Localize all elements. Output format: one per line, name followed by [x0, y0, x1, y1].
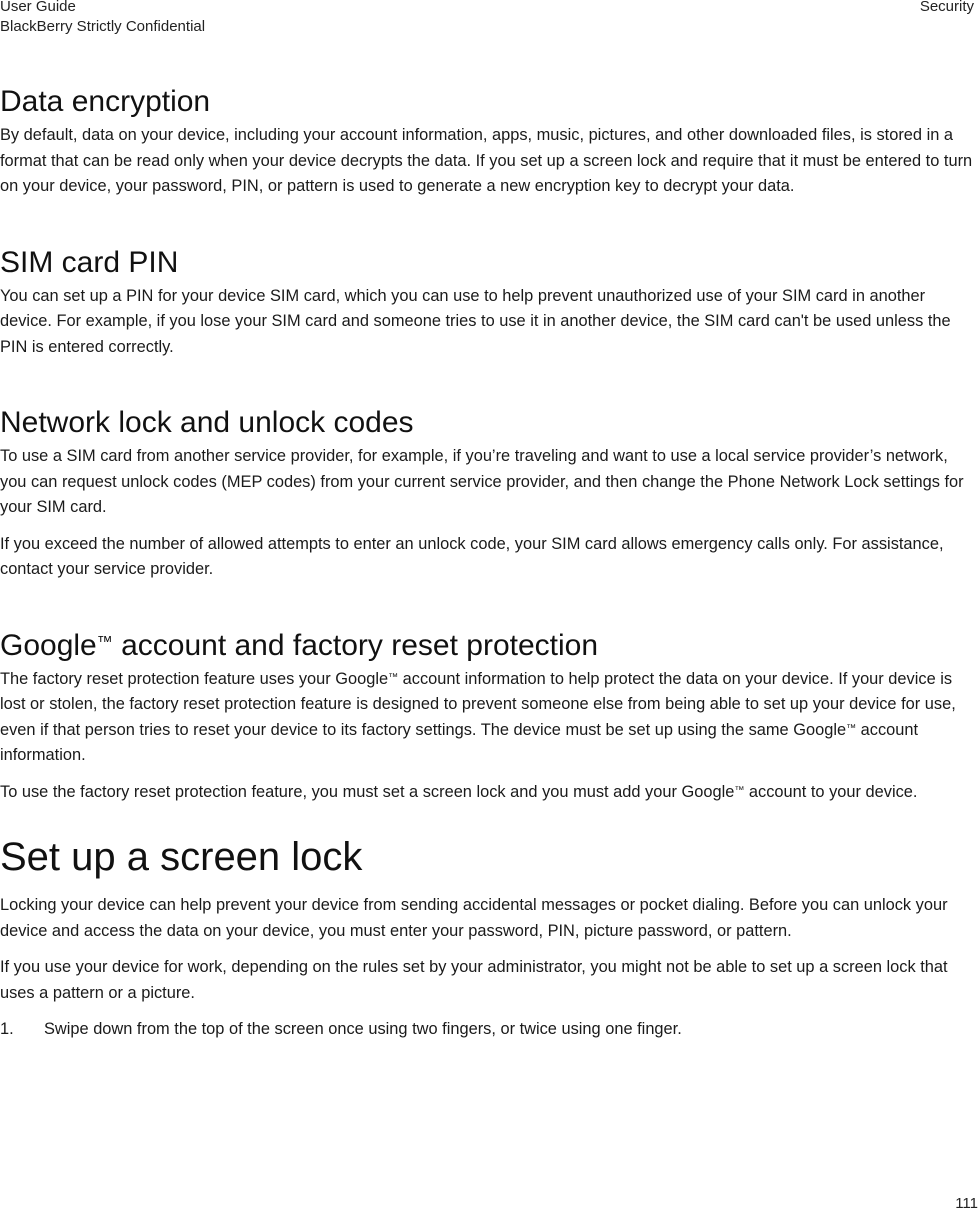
step-number: 1.: [0, 1020, 14, 1038]
heading-screen-lock: Set up a screen lock: [0, 835, 363, 879]
page-number: 111: [955, 1195, 978, 1212]
paragraph: To use a SIM card from another service provider, for example, if you’re traveling and want to use a local service provider’s network, you can request unlock codes (MEP codes) from your current service provider, and then change the Phone Network Lock settings for your SIM card.: [0, 447, 964, 516]
section-network-lock: [0, 405, 974, 583]
heading-google-frp: [0, 628, 974, 664]
header-confidential: BlackBerry Strictly Confidential: [0, 18, 206, 35]
paragraph: [0, 780, 974, 806]
list-item: [0, 1017, 974, 1043]
header-doc-title: User Guide: [0, 0, 76, 15]
heading-network-lock: Network lock and unlock codes: [0, 406, 414, 439]
paragraph: If you exceed the number of allowed attempts to enter an unlock code, your SIM card allows emergency calls only. For assistance, contact your service provider.: [0, 534, 944, 578]
heading-text: Google: [0, 628, 97, 662]
section-sim-pin: [0, 245, 974, 361]
section-google-frp: [0, 628, 974, 806]
paragraph: If you use your device for work, depending on the rules set by your administrator, you might not be able to set up a screen lock that uses a pattern or a picture.: [0, 958, 948, 1002]
paragraph: Locking your device can help prevent your device from sending accidental messages or pocket dialing. Before you can unlock your device and access the data on your device, you must enter your password, PIN, picture password, or pattern.: [0, 896, 948, 940]
heading-sim-card-pin: SIM card PIN: [0, 245, 179, 279]
step-text: Swipe down from the top of the screen once using two fingers, or twice using one finger.: [44, 1020, 682, 1038]
text-run: account information to help protect the data on your device. If your device is lost or stolen, the factory reset protection feature is designed to prevent someone else from being able to set up your device for use, even if that person tries to reset your device to its factory settings. The device must be set up using the same Google: [0, 669, 956, 739]
trademark-mark: ™: [96, 633, 113, 651]
section-data-encryption: [0, 84, 974, 200]
paragraph: By default, data on your device, including your account information, apps, music, pictures, and other downloaded files, is stored in a format that can be read only when your device decrypts the data. If you set up a screen lock and require that it must be entered to turn on your device, your password, PIN, or pattern is used to generate a new encryption key to decrypt your data.: [0, 126, 973, 195]
text-run: The factory reset protection feature uses your Google: [0, 669, 389, 688]
text-run: To use the factory reset protection feature, you must set a screen lock and you must add your Google: [0, 782, 735, 801]
paragraph: [0, 667, 974, 769]
header-section: Security: [919, 0, 974, 15]
heading-text: account and factory reset protection: [112, 628, 599, 662]
page-content: [0, 84, 974, 1088]
section-screen-lock: [0, 833, 974, 1043]
text-run: account to your device.: [744, 782, 918, 801]
steps-list: [0, 1017, 974, 1043]
trademark-mark: ™: [388, 671, 399, 683]
text-run: account information.: [0, 720, 919, 764]
trademark-mark: ™: [734, 784, 745, 796]
trademark-mark: ™: [846, 722, 857, 734]
header-left: [0, 0, 205, 37]
paragraph: You can set up a PIN for your device SIM card, which you can use to help prevent unauthorized use of your SIM card in another device. For example, if you lose your SIM card and someone tries to use it in another device, the SIM card can't be used unless the PIN is entered correctly.: [0, 286, 951, 356]
heading-data-encryption: Data encryption: [0, 85, 211, 118]
